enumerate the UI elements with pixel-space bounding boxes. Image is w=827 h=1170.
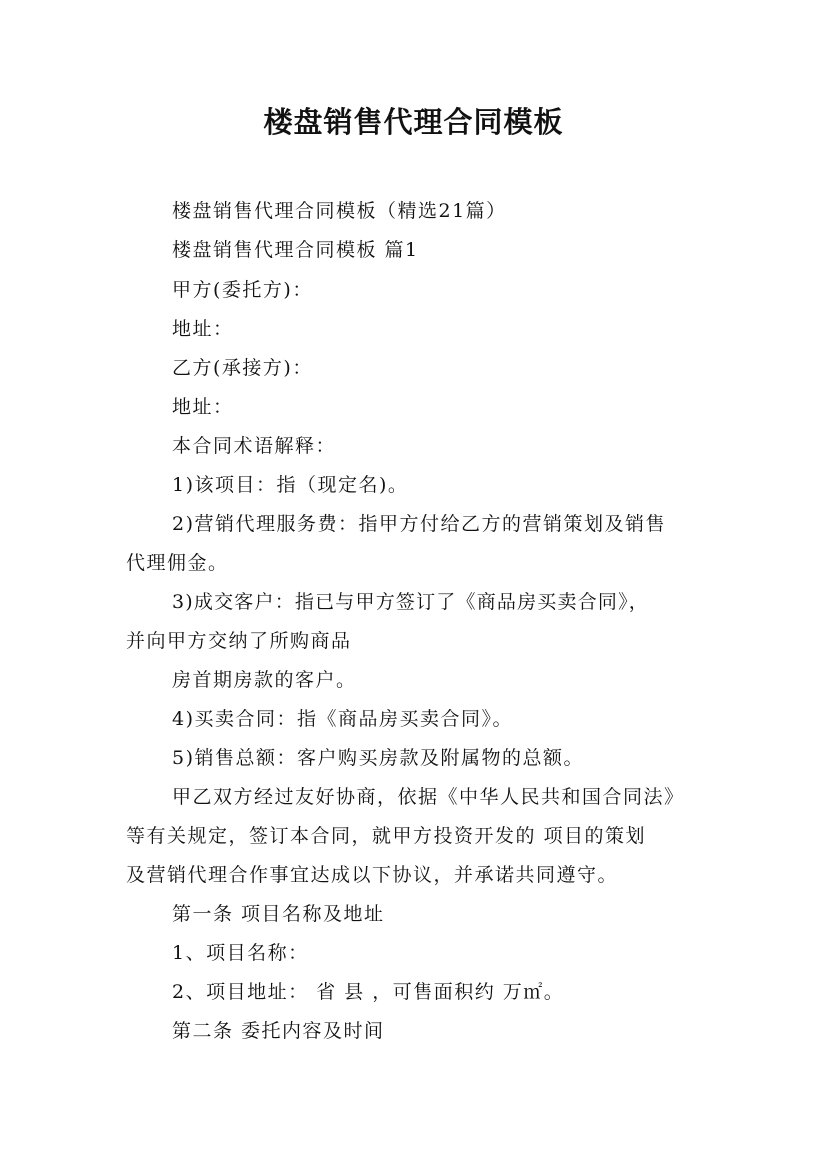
subtitle-line: 楼盘销售代理合同模板（精选21篇） bbox=[172, 200, 507, 222]
agreement-paragraph-continued-2: 及营销代理合作事宜达成以下协议，并承诺共同遵守。 bbox=[126, 864, 619, 886]
term-2: 2)营销代理服务费：指甲方付给乙方的营销策划及销售 bbox=[172, 513, 667, 535]
section-heading: 楼盘销售代理合同模板 篇1 bbox=[172, 239, 419, 261]
term-4: 4)买卖合同：指《商品房买卖合同》。 bbox=[172, 708, 514, 730]
party-b-address: 地址： bbox=[172, 396, 234, 418]
party-b-label: 乙方(承接方)： bbox=[172, 357, 313, 379]
project-name: 1、项目名称： bbox=[172, 942, 309, 964]
terms-heading: 本合同术语解释： bbox=[172, 435, 337, 457]
article-2-heading: 第二条 委托内容及时间 bbox=[172, 1020, 385, 1042]
party-a-label: 甲方(委托方)： bbox=[172, 279, 313, 301]
term-5: 5)销售总额：客户购买房款及附属物的总额。 bbox=[172, 747, 585, 769]
term-2-continued: 代理佣金。 bbox=[126, 552, 229, 574]
term-3-continued-2: 房首期房款的客户。 bbox=[172, 669, 357, 691]
term-3-continued: 并向甲方交纳了所购商品 bbox=[126, 630, 352, 652]
article-1-heading: 第一条 项目名称及地址 bbox=[172, 903, 385, 925]
agreement-paragraph-continued: 等有关规定，签订本合同，就甲方投资开发的 项目的策划 bbox=[126, 825, 647, 847]
document-title: 楼盘销售代理合同模板 bbox=[263, 105, 564, 139]
project-address: 2、项目地址： 省 县 ，可售面积约 万㎡。 bbox=[172, 981, 565, 1003]
term-3: 3)成交客户：指已与甲方签订了《商品房买卖合同》， bbox=[172, 591, 650, 613]
term-1: 1)该项目：指（现定名)。 bbox=[172, 474, 409, 496]
party-a-address: 地址： bbox=[172, 318, 234, 340]
agreement-paragraph: 甲乙双方经过友好协商，依据《中华人民共和国合同法》 bbox=[172, 786, 685, 808]
